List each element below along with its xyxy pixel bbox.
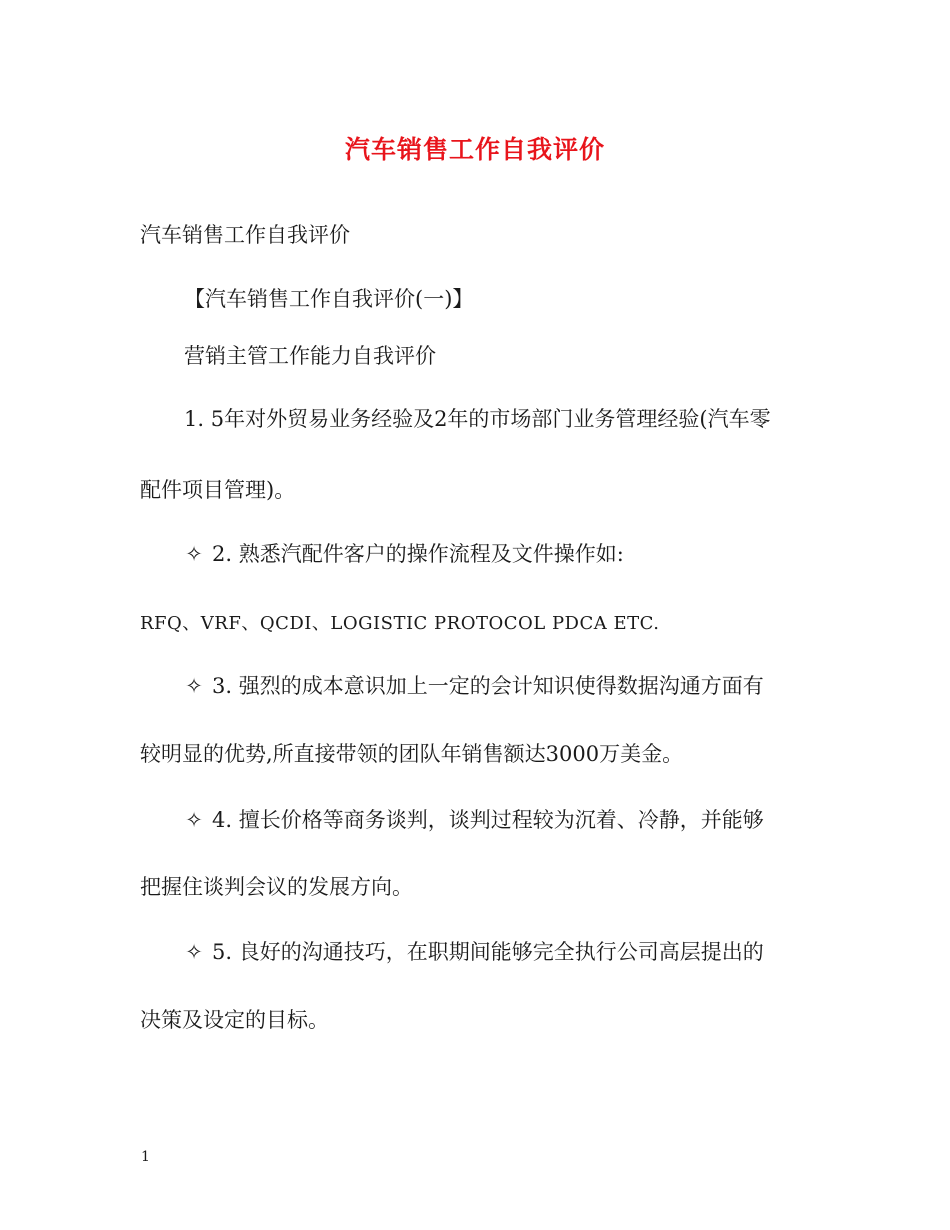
item-4 [184, 806, 764, 834]
diamond-bullet-icon: ✧ [185, 808, 203, 832]
item-1-line-1: 1. 5年对外贸易业务经验及2年的市场部门业务管理经验(汽车零 [184, 407, 771, 431]
item-5 [184, 938, 764, 966]
item-3-text: 3. 强烈的成本意识加上一定的会计知识使得数据沟通方面有 [212, 674, 764, 698]
diamond-bullet-icon: ✧ [185, 940, 203, 964]
item-3 [184, 672, 764, 700]
page-number: 1 [141, 1149, 150, 1165]
item-5-text: 5. 良好的沟通技巧，在职期间能够完全执行公司高层提出的 [212, 940, 764, 964]
diamond-bullet-icon: ✧ [185, 542, 203, 566]
document-title: 汽车销售工作自我评价 [344, 135, 605, 164]
item-2-line-2: RFQ、VRF、QCDI、LOGISTIC PROTOCOL PDCA ETC. [140, 613, 660, 634]
item-5-line-2: 决策及设定的目标。 [140, 1008, 329, 1032]
item-1-line-2: 配件项目管理)。 [140, 478, 296, 502]
item-4-line-2: 把握住谈判会议的发展方向。 [140, 875, 413, 899]
section-heading: 【汽车销售工作自我评价(一)】 [184, 287, 474, 311]
subsection-heading: 营销主管工作能力自我评价 [184, 344, 436, 368]
item-4-text: 4. 擅长价格等商务谈判，谈判过程较为沉着、冷静，并能够 [212, 808, 764, 832]
diamond-bullet-icon: ✧ [185, 674, 203, 698]
paragraph-heading: 汽车销售工作自我评价 [140, 223, 350, 247]
item-2 [184, 540, 624, 568]
item-3-line-2: 较明显的优势,所直接带领的团队年销售额达3000万美金。 [140, 742, 684, 766]
item-2-text: 2. 熟悉汽配件客户的操作流程及文件操作如: [212, 542, 624, 566]
